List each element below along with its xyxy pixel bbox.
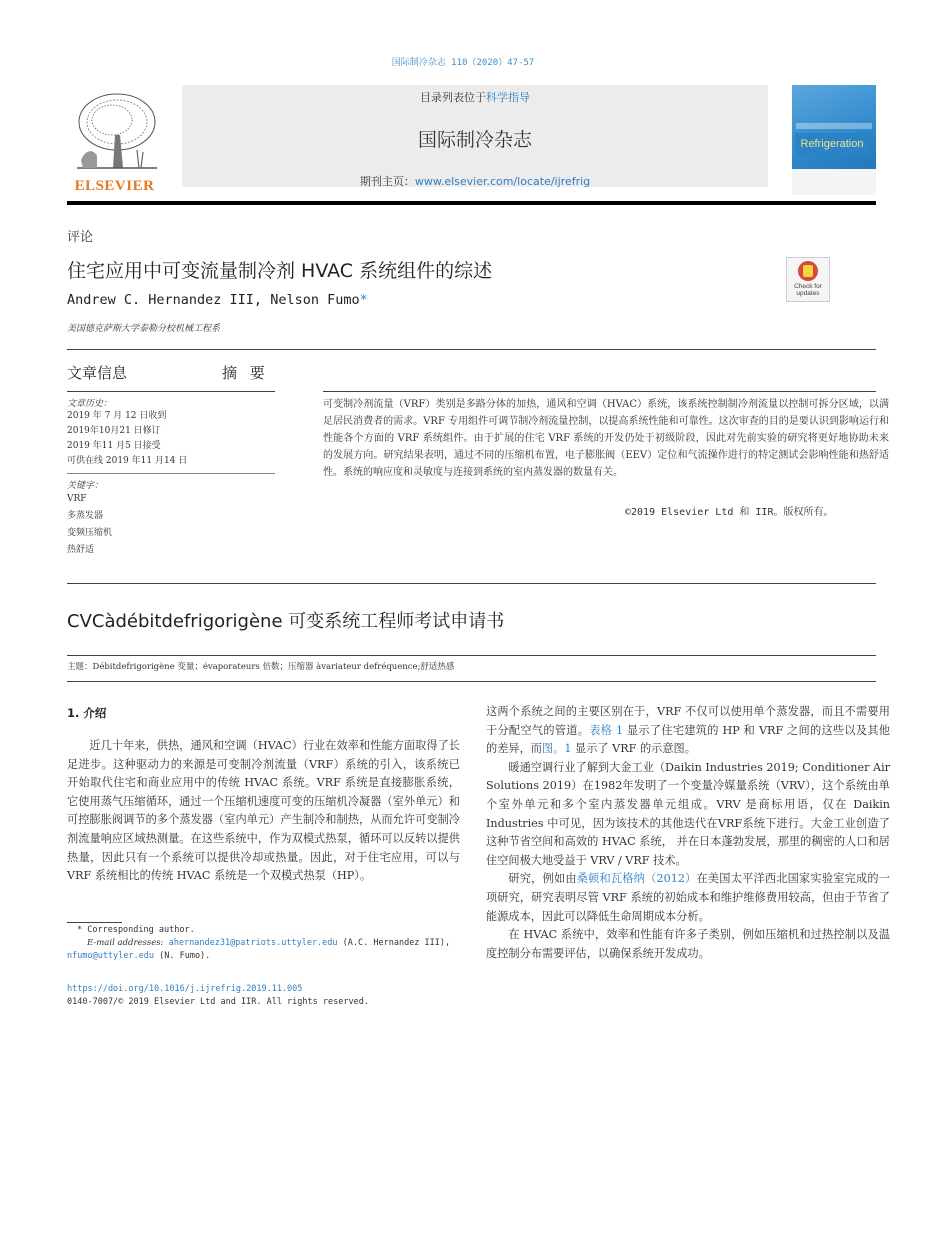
keyword-item: 多蒸发器 — [67, 511, 104, 521]
corresponding-author-marker[interactable]: * — [359, 292, 368, 308]
sciencedirect-link[interactable]: 科学指导 — [486, 91, 530, 104]
abstract-rule — [323, 391, 876, 392]
elsevier-wordmark: ELSEVIER — [74, 178, 155, 194]
info-rule — [67, 391, 275, 392]
author-names: Andrew C. Hernandez III, Nelson Fumo — [67, 292, 360, 308]
journal-citation: 国际制冷杂志 110（2020）47-57 — [391, 58, 535, 68]
journal-banner — [182, 85, 768, 187]
authors — [67, 292, 368, 308]
cover-footer — [792, 169, 876, 195]
intro-paragraph: 暖通空调行业了解到大金工业（Daikin Industries 2019; Conditioner Air Solutions 2019）在1982年发明了一个变量冷媒量系统（VRV），这个系统由单个室外单元和多个室内蒸发器单元组成。VRV 是商标用语，仅在 Daikin Industries 中可见，因为该技术的其他迭代在VRF系统下进行。大金工业创造了这种节省空间和高效的 HVAC 系统， 并在日本蓬勃发展，那里的稠密的人口和居住空间极大地受益于 VRV / VRF 技术。 — [486, 760, 891, 867]
intro-paragraph: 近几十年来，供热，通风和空调（HVAC）行业在效率和性能方面取得了长足进步。这种驱动力的来源是可变制冷剂流量（VRF）系统的引入，该系统已开始取代住宅和商业应用中的传统 HVAC 系统。VRF 系统是直接膨胀系统，它使用蒸气压缩循环，通过一个压缩机速度可变的压缩机冷凝器（室外单元）和可控膨胀阀调节的多个蒸发器（室内单元）产生制冷和制热，从而允许可变制冷剂流量响应区域热测量。在这些系统中，作为双模式热泵，循环可以反转以提供热量，因此只有一个系统可以提供冷却或热量。因此，对于住宅应用，可以与 VRF 系统相比的传统 HVAC 系统是一个双模式热泵（HP）。 — [67, 739, 460, 883]
article-history — [67, 396, 267, 469]
intro-paragraph: 这两个系统之间的主要区别在于，VRF 不仅可以使用单个蒸发器，而且不需要用于分配空气的管道。表格 1 显示了住宅建筑的 HP 和 VRF 之间的这些以及其他的差异，而图。1 显示了 VRF 的示意图。 — [486, 705, 890, 756]
info-top-rule — [67, 349, 876, 350]
keywords — [67, 478, 267, 559]
doi-link[interactable]: https://doi.org/10.1016/j.ijrefrig.2019.11.005 — [67, 984, 303, 994]
article-info-heading: 文章信息 — [67, 364, 128, 382]
french-top-rule — [67, 583, 876, 584]
journal-cover[interactable] — [792, 85, 876, 195]
thornton-wagner-citation-link[interactable]: 桑顿和瓦格纳（2012） — [576, 872, 697, 886]
history-revised: 2019年10月21 日修订 — [67, 426, 161, 436]
figure-1-link[interactable]: 图。1 — [541, 742, 572, 756]
email-link-fumo[interactable]: nfumo@uttyler.edu — [67, 951, 154, 961]
journal-title: 国际制冷杂志 — [417, 129, 532, 151]
cover-title: Refrigeration — [795, 133, 869, 155]
keyword-item: 热舒适 — [67, 545, 95, 555]
email-line-2: nfumo@uttyler.edu (N. Fumo). — [67, 951, 211, 961]
elsevier-tree-icon — [67, 90, 162, 175]
abstract-copyright: ©2019 Elsevier Ltd 和 IIR。版权所有。 — [625, 507, 834, 518]
article-type: 评论 — [67, 230, 94, 245]
abstract-text: 可变制冷剂流量（VRF）类别是多路分体的加热，通风和空调（HVAC）系统，该系统控制制冷剂流量以控制可拆分区域，以满足居民消费者的需求。VRF 专用组件可调节制冷剂流量控制，以提高系统性能和可靠性。这次审查的目的是要认识到影响运行和性能各个方面的 VRF 系统组件。由于扩展的住宅 VRF 系统的开发仍处于初级阶段，因此对先前实验的研究将更好地协助未来的发展方向。研究结果表明，通过不同的压缩机布置，电子膨胀阀（EEV）定位和气流操作进行的特定测试会影响性能和热舒适性。系统的响应度和灵敏度与连接到系统的室内蒸发器的数量有关。 — [323, 399, 889, 478]
keywords-rule — [67, 473, 275, 474]
footnote — [67, 924, 467, 963]
intro-paragraph: 研究，例如由桑顿和瓦格纳（2012）在美国太平洋西北国家实验室完成的一项研究，研究表明尽管 VRF 系统的初始成本和维护维修费用较高，但由于节省了能源成本，因此可以降低生命周期成本分析。 — [486, 872, 890, 923]
contents-prefix: 目录列表位于 — [420, 91, 486, 104]
abstract-heading: 摘 要 — [222, 364, 269, 382]
keywords-label: 关键字： — [67, 481, 104, 491]
history-label: 文章历史： — [67, 399, 113, 409]
intro-heading: 1. 介绍 — [67, 706, 107, 720]
french-keywords: 主题：Débitdefrigorigène 变量；évaporateurs 倍数；压缩器 àvariateur defréquence;舒适热感 — [67, 662, 455, 672]
elsevier-logo — [67, 90, 162, 195]
corresponding-author-note: * Corresponding author. — [77, 925, 195, 935]
keyword-item: VRF — [67, 494, 87, 504]
contents-line — [182, 89, 768, 105]
affiliation: 美国德克萨斯大学泰勒分校机械工程系 — [67, 324, 221, 334]
intro-paragraph: 在 HVAC 系统中，效率和性能有许多子类别，例如压缩机和过热控制以及温度控制分布需要评估，以确保系统开发成功。 — [486, 928, 890, 960]
french-title: CVCàdébitdefrigorigène 可变系统工程师考试申请书 — [67, 611, 505, 632]
french-kw-bottom-rule — [67, 681, 876, 682]
history-accepted: 2019 年11 月5 日接受 — [67, 441, 161, 451]
intro-left-column — [67, 737, 460, 886]
table-1-link[interactable]: 表格 1 — [589, 723, 624, 737]
check-updates-icon — [798, 261, 818, 281]
issn-line: 0140-7007/© 2019 Elsevier Ltd and IIR. All rights reserved. — [67, 997, 369, 1007]
history-online: 可供在线 2019 年11 月14 日 — [67, 456, 188, 466]
header-rule — [67, 201, 876, 205]
cover-header-band — [796, 123, 872, 129]
intro-right-column — [486, 703, 890, 963]
keyword-item: 变频压缩机 — [67, 528, 113, 538]
homepage-line — [182, 173, 768, 189]
check-updates-text: Check for updates — [794, 283, 822, 297]
check-for-updates-badge[interactable] — [786, 257, 830, 302]
footnote-rule — [67, 922, 122, 923]
email-link-hernandez[interactable]: ahernandez31@patriots.uttyler.edu — [168, 938, 338, 948]
homepage-link[interactable]: www.elsevier.com/locate/ijrefrig — [414, 175, 591, 188]
homepage-prefix: 期刊主页： — [359, 175, 415, 188]
article-title: 住宅应用中可变流量制冷剂 HVAC 系统组件的综述 — [67, 260, 493, 282]
history-received: 2019 年 7 月 12 日收到 — [67, 411, 167, 421]
email-line: E-mail addresses: ahernandez31@patriots.uttyler.edu (A.C. Hernandez III), — [87, 938, 451, 948]
email-label: E-mail addresses: — [87, 938, 164, 948]
french-kw-top-rule — [67, 655, 876, 656]
doi-block — [67, 983, 369, 1009]
